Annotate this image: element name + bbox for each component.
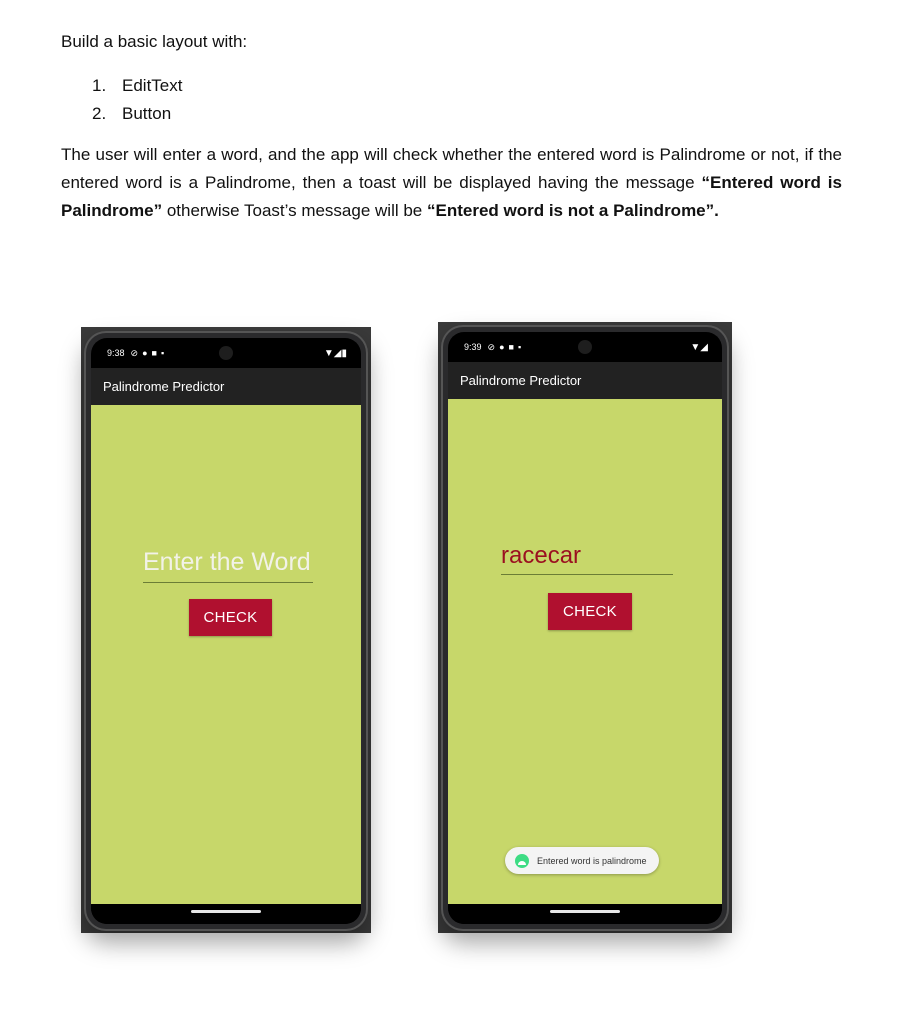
home-gesture-bar[interactable] xyxy=(550,910,620,913)
signal-icon: ▼◢ xyxy=(690,341,708,353)
status-time: 9:39 xyxy=(464,342,482,352)
home-gesture-bar[interactable] xyxy=(191,910,261,913)
status-bar xyxy=(91,338,361,368)
list-item-number: 2. xyxy=(92,104,107,123)
phone-right xyxy=(441,325,729,931)
check-button[interactable]: CHECK xyxy=(548,593,632,630)
signal-battery-icon: ▼◢▮ xyxy=(323,347,347,359)
list-item-number: 1. xyxy=(92,76,107,95)
list-item-text: EditText xyxy=(122,76,183,95)
paragraph-bold-message-success: “Entered word is Palindrome” xyxy=(61,173,842,220)
camera-cutout xyxy=(578,340,592,354)
app-title: Palindrome Predictor xyxy=(460,373,582,388)
doc-list xyxy=(92,72,182,128)
word-input-value: racecar xyxy=(501,542,582,569)
check-button[interactable]: CHECK xyxy=(189,599,272,636)
phone-screen-right xyxy=(448,332,722,924)
android-app-icon xyxy=(515,854,529,868)
navigation-bar xyxy=(448,904,722,924)
toast-message: Entered word is palindrome xyxy=(537,855,647,866)
navigation-bar xyxy=(91,904,361,924)
status-notification-icons: ⊘●■▪ xyxy=(130,347,169,358)
list-item-text: Button xyxy=(122,104,172,123)
status-notification-icons: ⊘●■▪ xyxy=(487,341,526,352)
status-bar xyxy=(448,332,722,362)
list-item xyxy=(92,72,182,100)
doc-paragraph xyxy=(61,141,842,225)
list-item xyxy=(92,100,182,128)
paragraph-text: otherwise Toast’s message will be xyxy=(162,201,427,220)
toast xyxy=(505,847,659,874)
camera-cutout xyxy=(219,346,233,360)
app-content xyxy=(448,399,722,904)
app-content xyxy=(91,405,361,904)
phone-screen-left xyxy=(91,338,361,924)
app-bar xyxy=(91,368,361,405)
paragraph-text: The user will enter a word, and the app will check whether the entered word is Palindrome or not, if the entered word is a Palindrome, then a toast will be displayed having the message xyxy=(61,145,842,192)
word-input-hint: Enter the Word xyxy=(143,548,311,576)
app-title: Palindrome Predictor xyxy=(103,379,225,394)
word-input[interactable] xyxy=(143,548,313,583)
status-time: 9:38 xyxy=(107,348,125,358)
word-input[interactable] xyxy=(501,542,673,575)
app-bar xyxy=(448,362,722,399)
phone-left xyxy=(84,331,368,931)
doc-heading: Build a basic layout with: xyxy=(61,32,248,51)
paragraph-bold-message-failure: “Entered word is not a Palindrome”. xyxy=(426,201,719,220)
